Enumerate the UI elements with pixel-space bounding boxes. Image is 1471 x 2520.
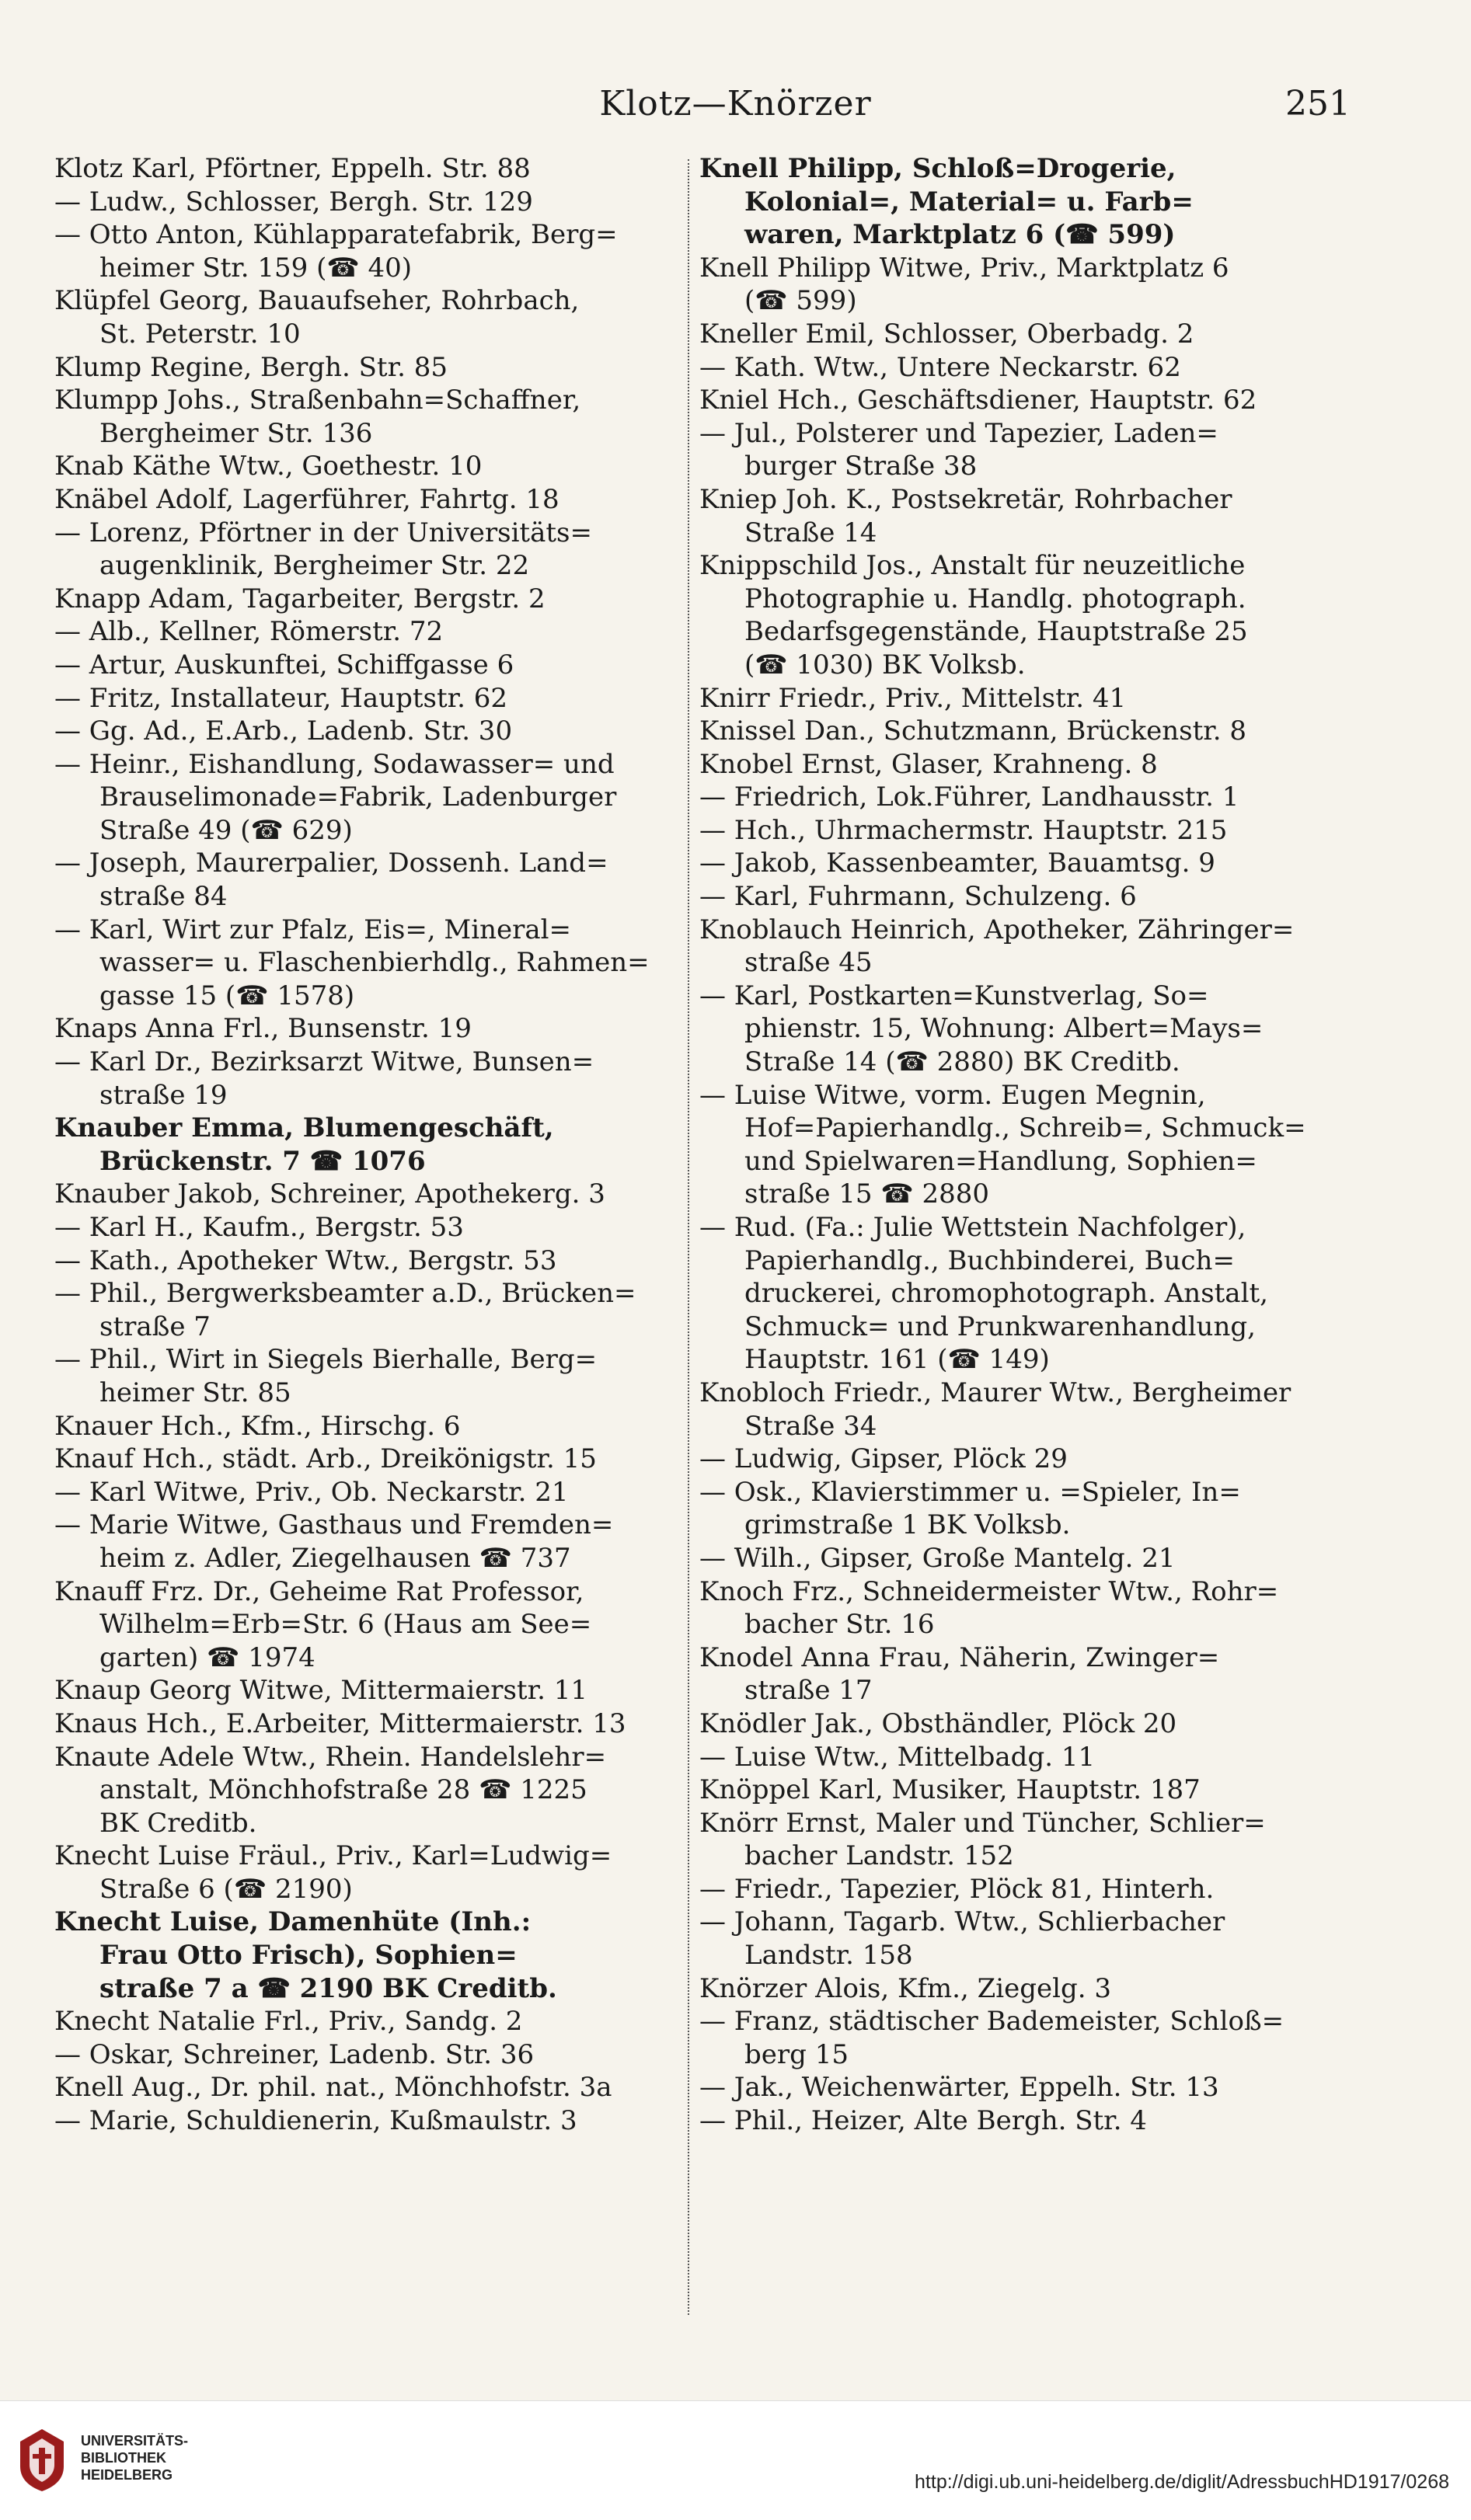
directory-entry-line: Knab Käthe Wtw., Goethestr. 10 — [54, 451, 483, 482]
directory-entry-line: — Luise Wtw., Mittelbadg. 11 — [699, 1741, 1096, 1773]
source-url-link[interactable]: http://digi.ub.uni-heidelberg.de/diglit/AdressbuchHD1917/0268 — [915, 2471, 1449, 2493]
directory-entry-line: — Karl Dr., Bezirksarzt Witwe, Bunsen= — [54, 1046, 594, 1078]
directory-entry-line: Kniep Joh. K., Postsekretär, Rohrbacher — [699, 483, 1232, 515]
directory-entry-line: — Hch., Uhrmachermstr. Hauptstr. 215 — [699, 814, 1228, 846]
directory-entry-line: Knauff Frz. Dr., Geheime Rat Professor, — [54, 1575, 584, 1607]
page-header — [0, 84, 1471, 138]
directory-entry-line: Knörr Ernst, Maler und Tüncher, Schlier= — [699, 1807, 1266, 1839]
directory-entry-line: — Osk., Klavierstimmer u. =Spieler, In= — [699, 1476, 1241, 1508]
directory-entry-line: — Jul., Polsterer und Tapezier, Laden= — [699, 417, 1218, 449]
directory-entry-line: — Artur, Auskunftei, Schiffgasse 6 — [54, 649, 514, 680]
directory-entry-line: — Rud. (Fa.: Julie Wettstein Nachfolger), — [699, 1212, 1246, 1243]
directory-entry-line: — Kath. Wtw., Untere Neckarstr. 62 — [699, 351, 1181, 383]
directory-entry-line: — Kath., Apotheker Wtw., Bergstr. 53 — [54, 1244, 557, 1276]
directory-entry-line: Straße 34 — [744, 1410, 877, 1442]
directory-entry-line: BK Creditb. — [99, 1807, 257, 1839]
library-line: BIBLIOTHEK — [81, 2450, 166, 2466]
directory-entry-line: anstalt, Mönchhofstraße 28 ☎ 1225 — [99, 1774, 587, 1806]
directory-entry-line: Knauf Hch., städt. Arb., Dreikönigstr. 15 — [54, 1443, 597, 1475]
directory-entry-line: Knoch Frz., Schneidermeister Wtw., Rohr= — [699, 1575, 1279, 1607]
directory-entry-line: straße 17 — [744, 1675, 873, 1707]
directory-entry-line: Knippschild Jos., Anstalt für neuzeitliche — [699, 550, 1246, 582]
directory-entry-line: — Lorenz, Pförtner in der Universitäts= — [54, 517, 592, 548]
directory-entry-line: Brauselimonade=Fabrik, Ladenburger — [99, 781, 617, 813]
directory-entry-line: straße 19 — [99, 1079, 228, 1111]
library-line: HEIDELBERG — [81, 2467, 173, 2483]
directory-entry-line: Klumpp Johs., Straßenbahn=Schaffner, — [54, 385, 581, 416]
directory-entry-line: — Marie Witwe, Gasthaus und Fremden= — [54, 1509, 614, 1541]
right-column — [699, 152, 1321, 2138]
directory-entry-line: Straße 6 (☎ 2190) — [99, 1873, 353, 1905]
directory-entry-line: Bedarfsgegenstände, Hauptstraße 25 — [744, 616, 1248, 648]
directory-entry-line: Kneller Emil, Schlosser, Oberbadg. 2 — [699, 318, 1194, 350]
directory-entry-line: Knauber Jakob, Schreiner, Apothekerg. 3 — [54, 1178, 605, 1210]
directory-entry-line: — Alb., Kellner, Römerstr. 72 — [54, 616, 444, 648]
directory-entry-line: waren, Marktplatz 6 (☎ 599) — [744, 219, 1176, 251]
directory-entry-line: Klotz Karl, Pförtner, Eppelh. Str. 88 — [54, 153, 531, 184]
directory-entry-line: grimstraße 1 BK Volksb. — [744, 1509, 1071, 1541]
directory-entry-line: Knoblauch Heinrich, Apotheker, Zähringer= — [699, 914, 1295, 945]
directory-entry-line: druckerei, chromophotograph. Anstalt, — [744, 1278, 1268, 1310]
directory-entry-line: burger Straße 38 — [744, 451, 978, 482]
directory-entry-line: Straße 14 — [744, 517, 877, 548]
directory-entry-line: — Ludw., Schlosser, Bergh. Str. 129 — [54, 186, 533, 218]
directory-entry-line: (☎ 1030) BK Volksb. — [744, 649, 1026, 680]
directory-entry-line: — Franz, städtischer Bademeister, Schloß= — [699, 2006, 1285, 2038]
directory-entry-line: — Oskar, Schreiner, Ladenb. Str. 36 — [54, 2038, 535, 2070]
directory-entry-line: Knell Philipp, Schloß=Drogerie, — [699, 153, 1176, 184]
directory-entry-line: — Heinr., Eishandlung, Sodawasser= und — [54, 748, 615, 780]
directory-entry-line: straße 15 ☎ 2880 — [744, 1178, 990, 1210]
directory-entry-line: — Marie, Schuldienerin, Kußmaulstr. 3 — [54, 2105, 577, 2137]
directory-entry-line: bacher Str. 16 — [744, 1609, 935, 1641]
directory-entry-line: Knell Philipp Witwe, Priv., Marktplatz 6 — [699, 252, 1229, 284]
directory-entry-line: — Jakob, Kassenbeamter, Bauamtsg. 9 — [699, 848, 1215, 879]
directory-entry-line: — Gg. Ad., E.Arb., Ladenb. Str. 30 — [54, 715, 513, 747]
directory-entry-line: Knauber Emma, Blumengeschäft, — [54, 1112, 554, 1144]
directory-entry-line: heimer Str. 85 — [99, 1377, 291, 1408]
library-line: UNIVERSITÄTS- — [81, 2433, 189, 2449]
directory-entry-line: Photographie u. Handlg. photograph. — [744, 583, 1246, 614]
directory-entry-line: heimer Str. 159 (☎ 40) — [99, 252, 413, 284]
directory-entry-line: Klump Regine, Bergh. Str. 85 — [54, 351, 448, 383]
directory-entry-line: Knecht Luise Fräul., Priv., Karl=Ludwig= — [54, 1840, 612, 1872]
directory-entry-line: gasse 15 (☎ 1578) — [99, 980, 355, 1011]
directory-entry-line: Knecht Natalie Frl., Priv., Sandg. 2 — [54, 2006, 523, 2038]
directory-entry-line: bacher Landstr. 152 — [744, 1840, 1014, 1872]
directory-entry-line: Straße 49 (☎ 629) — [99, 814, 353, 846]
directory-entry-line: garten) ☎ 1974 — [99, 1641, 315, 1673]
directory-entry-line: — Wilh., Gipser, Große Mantelg. 21 — [699, 1542, 1176, 1574]
directory-entry-line: — Karl H., Kaufm., Bergstr. 53 — [54, 1212, 464, 1243]
directory-entry-line: Knodel Anna Frau, Näherin, Zwinger= — [699, 1641, 1220, 1673]
directory-entry-line: — Phil., Wirt in Siegels Bierhalle, Berg= — [54, 1344, 598, 1376]
directory-entry-line: Knöppel Karl, Musiker, Hauptstr. 187 — [699, 1774, 1201, 1806]
directory-entry-line: Bergheimer Str. 136 — [99, 417, 373, 449]
directory-entry-line: Knell Aug., Dr. phil. nat., Mönchhofstr. 3a — [54, 2072, 612, 2104]
directory-entry-line: wasser= u. Flaschenbierhdlg., Rahmen= — [99, 947, 650, 979]
directory-entry-line: (☎ 599) — [744, 285, 857, 317]
directory-entry-line: Frau Otto Frisch), Sophien= — [99, 1940, 518, 1972]
directory-entry-line: straße 7 — [99, 1310, 211, 1342]
directory-entry-line: — Karl, Wirt zur Pfalz, Eis=, Mineral= — [54, 914, 572, 945]
directory-entry-line: augenklinik, Bergheimer Str. 22 — [99, 550, 530, 582]
directory-entry-line: Knaup Georg Witwe, Mittermaierstr. 11 — [54, 1675, 587, 1707]
directory-entry-line: straße 84 — [99, 881, 228, 913]
column-divider — [688, 159, 691, 2315]
directory-entry-line: — Phil., Heizer, Alte Bergh. Str. 4 — [699, 2105, 1147, 2137]
directory-entry-line: Kolonial=, Material= u. Farb= — [744, 186, 1194, 218]
directory-entry-line: Klüpfel Georg, Bauaufseher, Rohrbach, — [54, 285, 580, 317]
running-title: Klotz—Knörzer — [599, 84, 872, 124]
directory-entry-line: — Luise Witwe, vorm. Eugen Megnin, — [699, 1079, 1206, 1111]
directory-entry-line: Schmuck= und Prunkwarenhandlung, — [744, 1310, 1256, 1342]
page-number: 251 — [1285, 84, 1351, 124]
directory-entry-line: Knobel Ernst, Glaser, Krahneng. 8 — [699, 748, 1158, 780]
directory-entry-line: straße 45 — [744, 947, 873, 979]
directory-entry-line: — Karl, Postkarten=Kunstverlag, So= — [699, 980, 1209, 1011]
directory-entry-line: und Spielwaren=Handlung, Sophien= — [744, 1145, 1257, 1177]
directory-entry-line: Knörzer Alois, Kfm., Ziegelg. 3 — [699, 1972, 1111, 2004]
directory-entry-line: Papierhandlg., Buchbinderei, Buch= — [744, 1244, 1235, 1276]
directory-entry-line: — Ludwig, Gipser, Plöck 29 — [699, 1443, 1068, 1475]
directory-entry-line: Straße 14 (☎ 2880) BK Creditb. — [744, 1046, 1180, 1078]
directory-entry-line: Hauptstr. 161 (☎ 149) — [744, 1344, 1050, 1376]
directory-entry-line: Brückenstr. 7 ☎ 1076 — [99, 1145, 426, 1177]
directory-entry-line: Knapp Adam, Tagarbeiter, Bergstr. 2 — [54, 583, 546, 614]
directory-entry-line: Knissel Dan., Schutzmann, Brückenstr. 8 — [699, 715, 1247, 747]
library-name — [81, 2432, 188, 2483]
directory-entry-line: — Karl, Fuhrmann, Schulzeng. 6 — [699, 881, 1137, 913]
directory-entry-line: berg 15 — [744, 2038, 849, 2070]
directory-entry-line: straße 7 a ☎ 2190 BK Creditb. — [99, 1972, 557, 2004]
directory-entry-line: Hof=Papierhandlg., Schreib=, Schmuck= — [744, 1112, 1306, 1144]
left-column — [54, 152, 676, 2138]
footer — [0, 2400, 1471, 2520]
directory-entry-line: heim z. Adler, Ziegelhausen ☎ 737 — [99, 1542, 571, 1574]
directory-entry-line: Knaus Hch., E.Arbeiter, Mittermaierstr. 13 — [54, 1707, 626, 1739]
directory-entry-line: Knäbel Adolf, Lagerführer, Fahrtg. 18 — [54, 483, 559, 515]
directory-entry-line: Wilhelm=Erb=Str. 6 (Haus am See= — [99, 1609, 592, 1641]
directory-entry-line: Landstr. 158 — [744, 1940, 913, 1972]
directory-entry-line: phienstr. 15, Wohnung: Albert=Mays= — [744, 1013, 1264, 1045]
directory-entry-line: Knaute Adele Wtw., Rhein. Handelslehr= — [54, 1741, 607, 1773]
directory-entry-line: — Fritz, Installateur, Hauptstr. 62 — [54, 682, 508, 714]
directory-entry-line: — Friedrich, Lok.Führer, Landhausstr. 1 — [699, 781, 1239, 813]
directory-entry-line: — Johann, Tagarb. Wtw., Schlierbacher — [699, 1906, 1225, 1938]
directory-entry-line: Kniel Hch., Geschäftsdiener, Hauptstr. 62 — [699, 385, 1257, 416]
directory-entry-line: Knobloch Friedr., Maurer Wtw., Bergheimer — [699, 1377, 1291, 1408]
directory-entry-line: Knödler Jak., Obsthändler, Plöck 20 — [699, 1707, 1177, 1739]
directory-entry-line: Knirr Friedr., Priv., Mittelstr. 41 — [699, 682, 1127, 714]
directory-entry-line: — Otto Anton, Kühlapparatefabrik, Berg= — [54, 219, 618, 251]
directory-entry-line: Knauer Hch., Kfm., Hirschg. 6 — [54, 1410, 461, 1442]
directory-entry-line: — Karl Witwe, Priv., Ob. Neckarstr. 21 — [54, 1476, 569, 1508]
directory-entry-line: Knecht Luise, Damenhüte (Inh.: — [54, 1906, 532, 1938]
directory-entry-line: — Friedr., Tapezier, Plöck 81, Hinterh. — [699, 1873, 1215, 1905]
directory-entry-line: St. Peterstr. 10 — [99, 318, 301, 350]
directory-entry-line: Knaps Anna Frl., Bunsenstr. 19 — [54, 1013, 472, 1045]
directory-entry-line: — Phil., Bergwerksbeamter a.D., Brücken= — [54, 1278, 636, 1310]
university-seal-icon — [17, 2428, 67, 2493]
directory-entry-line: — Joseph, Maurerpalier, Dossenh. Land= — [54, 848, 608, 879]
directory-entry-line: — Jak., Weichenwärter, Eppelh. Str. 13 — [699, 2072, 1219, 2104]
